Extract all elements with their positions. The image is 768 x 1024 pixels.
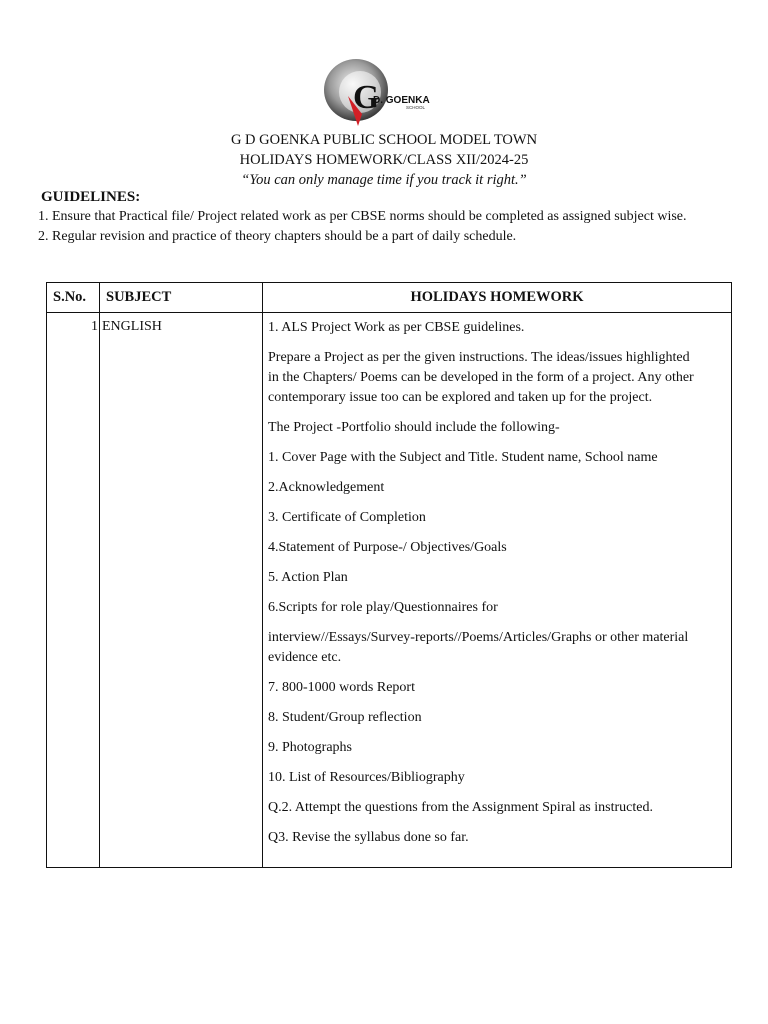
homework-item: Q3. Revise the syllabus done so far. [268, 830, 469, 845]
homework-item: 9. Photographs [268, 740, 352, 755]
homework-item: 5. Action Plan [268, 570, 348, 585]
cell-subject: ENGLISH [100, 313, 263, 868]
homework-table [46, 282, 732, 868]
school-name: G D GOENKA PUBLIC SCHOOL MODEL TOWN [230, 132, 538, 148]
header-sno: S.No. [47, 283, 100, 313]
homework-item: 6.Scripts for role play/Questionnaires for [268, 600, 498, 615]
header-subject: SUBJECT [100, 283, 263, 313]
document-header [0, 130, 768, 190]
logo-text: D. GOENKA [373, 95, 430, 106]
homework-item: 10. List of Resources/Bibliography [268, 770, 465, 785]
homework-item: 3. Certificate of Completion [268, 510, 426, 525]
table-header-row [47, 283, 732, 313]
homework-item: Q.2. Attempt the questions from the Assignment Spiral as instructed. [268, 800, 653, 815]
logo-letter: G [353, 79, 380, 116]
homework-item: 8. Student/Group reflection [268, 710, 422, 725]
table-row [47, 313, 732, 868]
homework-title: HOLIDAYS HOMEWORK/CLASS XII/2024-25 [239, 152, 529, 168]
homework-item: Prepare a Project as per the given instructions. The ideas/issues highlighted in the Chapters/ Poems can be developed in the form of a project. Any other contemporary issue too can be explored and taken up for the project. [268, 350, 694, 405]
homework-item: 1. ALS Project Work as per CBSE guidelines. [268, 320, 525, 335]
guideline-item: 2. Regular revision and practice of theory chapters should be a part of daily schedule. [38, 229, 517, 244]
guidelines-title: GUIDELINES: [41, 189, 141, 205]
motto: “You can only manage time if you track it right.” [241, 172, 527, 188]
logo-subtext: SCHOOL [406, 105, 426, 110]
homework-item: 4.Statement of Purpose-/ Objectives/Goals [268, 540, 507, 555]
header-homework: HOLIDAYS HOMEWORK [263, 283, 732, 313]
school-logo [318, 56, 448, 128]
homework-item: 2.Acknowledgement [268, 480, 385, 495]
homework-item: interview//Essays/Survey-reports//Poems/Articles/Graphs or other material evidence etc. [268, 630, 689, 665]
cell-sno: 1 [47, 313, 100, 868]
homework-item: 1. Cover Page with the Subject and Title. Student name, School name [268, 450, 658, 465]
homework-item: The Project -Portfolio should include the following- [268, 420, 560, 435]
guidelines-list [38, 207, 687, 247]
homework-item: 7. 800-1000 words Report [268, 680, 415, 695]
cell-homework [263, 313, 732, 868]
guideline-item: 1. Ensure that Practical file/ Project related work as per CBSE norms should be completed as assigned subject wise. [38, 209, 687, 224]
